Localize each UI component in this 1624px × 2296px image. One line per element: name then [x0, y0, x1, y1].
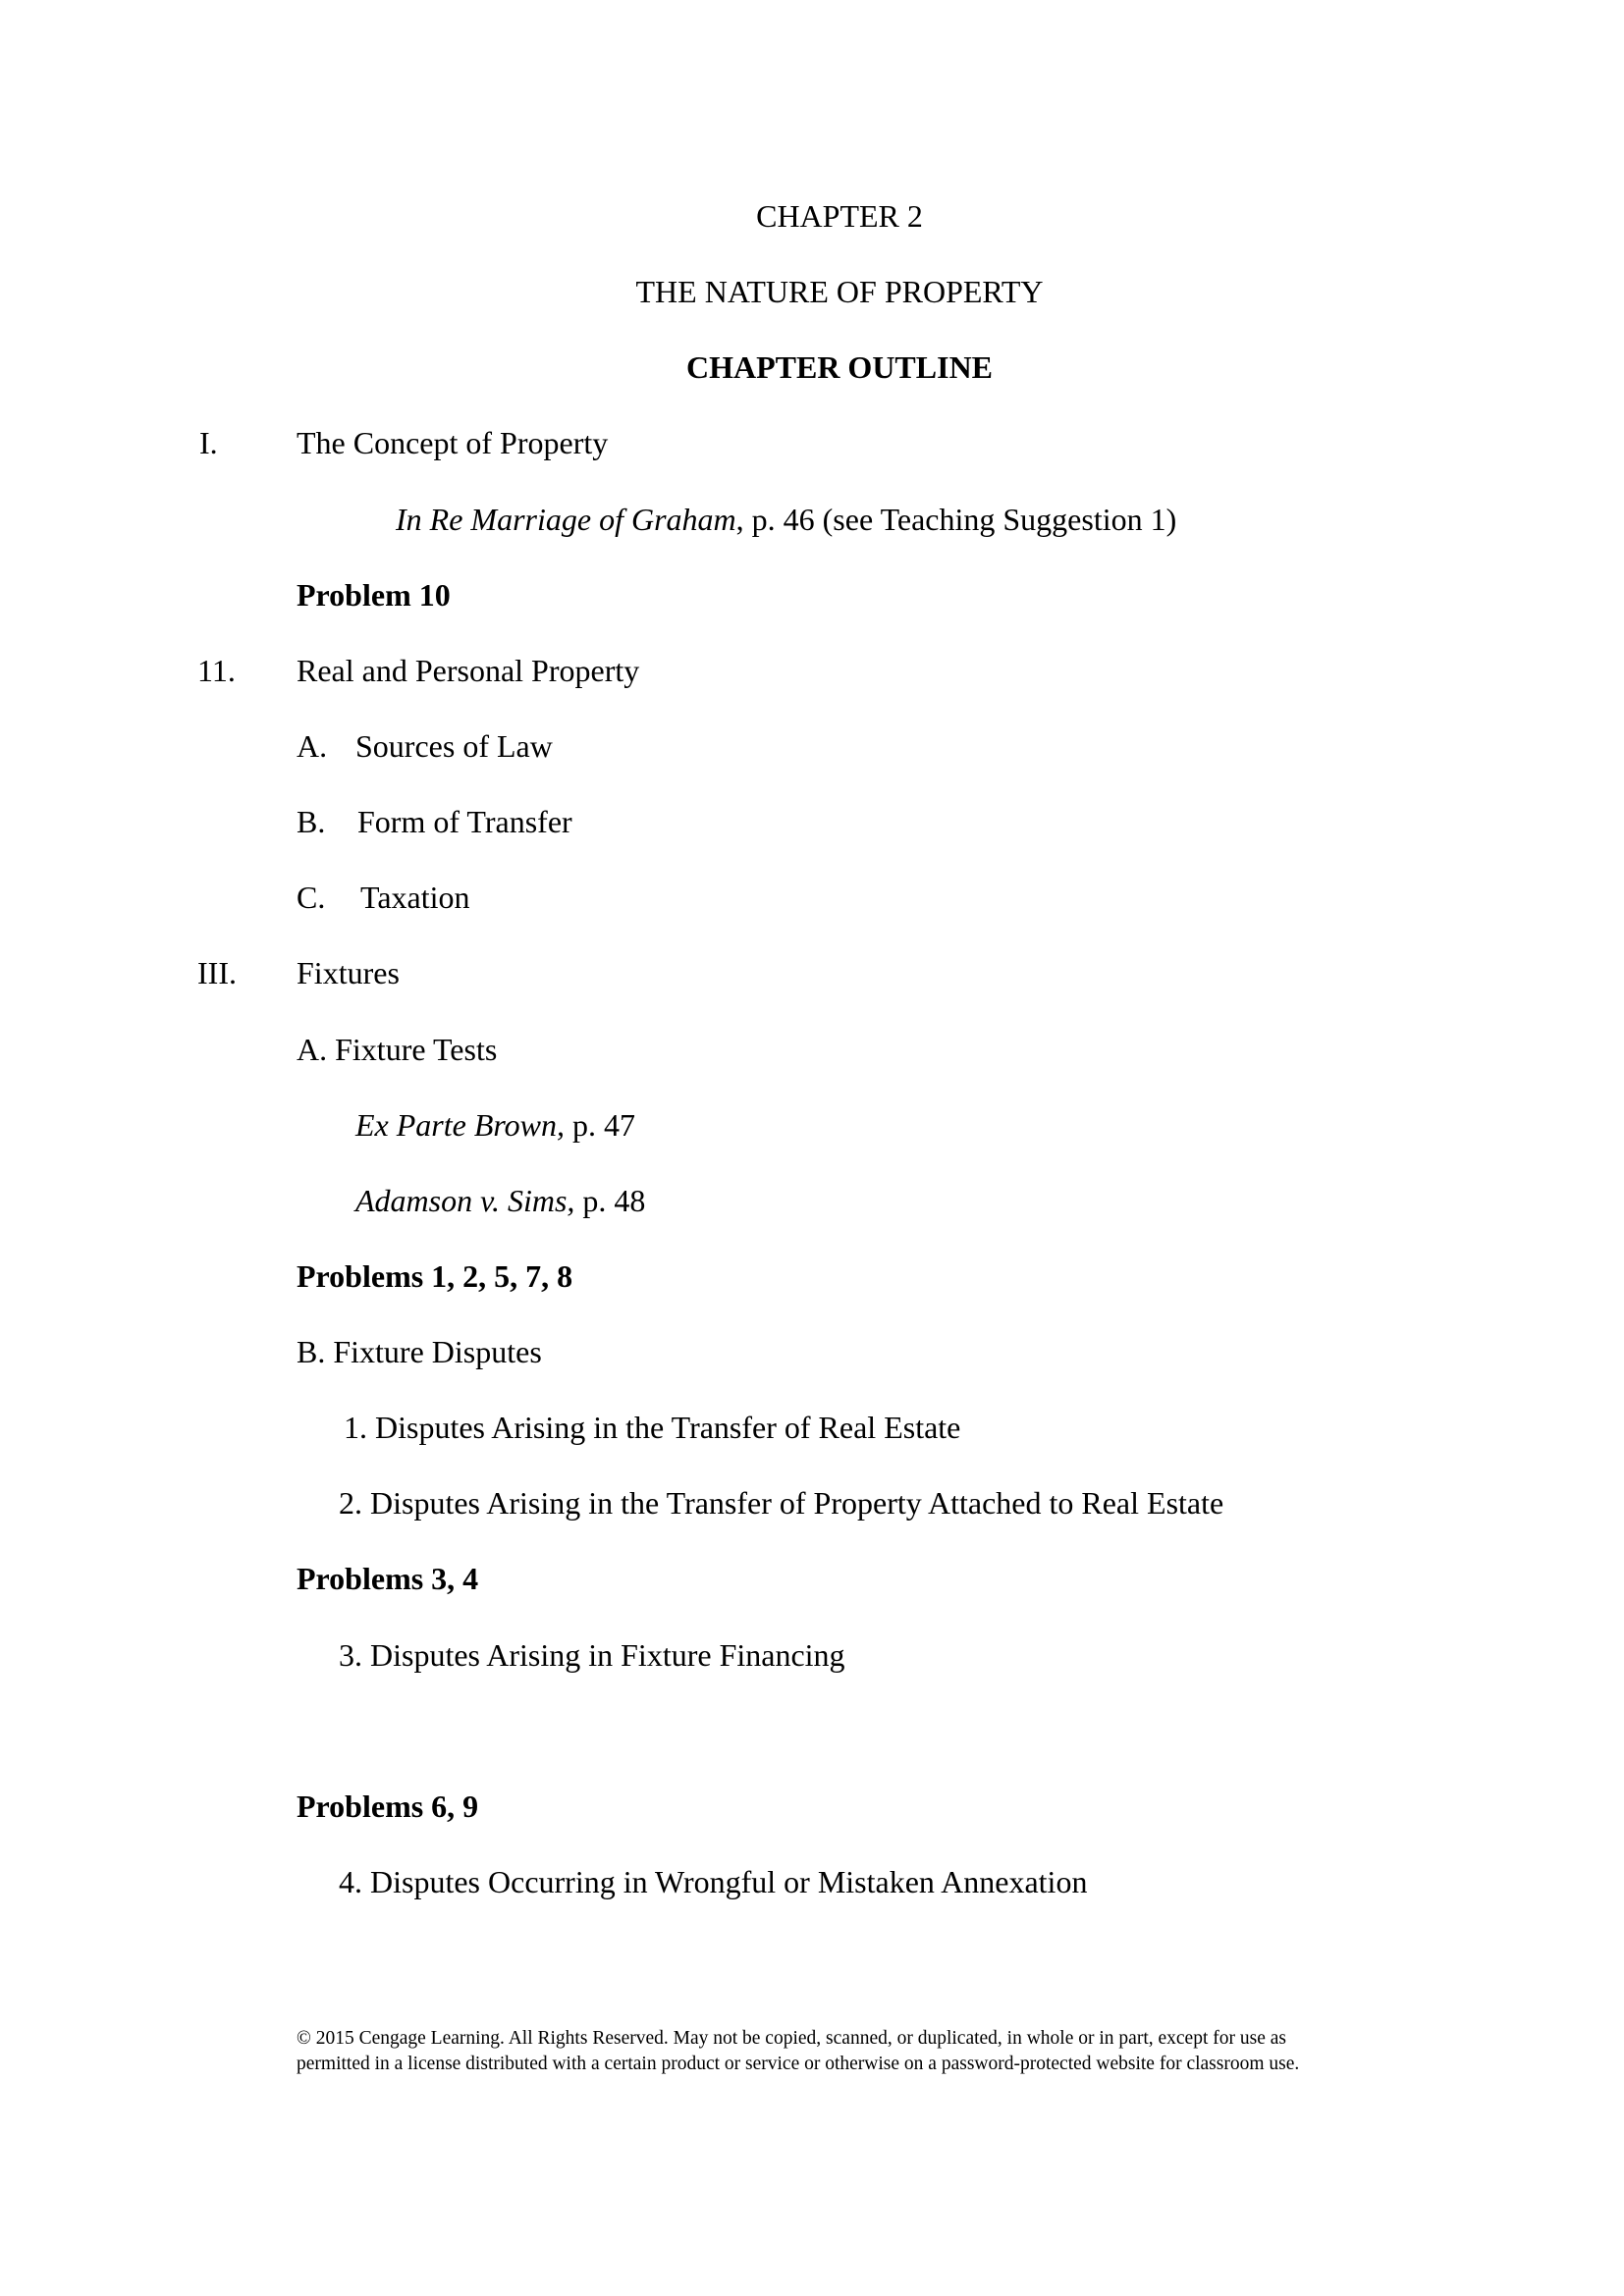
section-2-label: Real and Personal Property	[297, 653, 640, 688]
chapter-title: THE NATURE OF PROPERTY	[635, 274, 1044, 309]
chapter-number: CHAPTER 2	[756, 198, 923, 234]
case-citation	[355, 1105, 635, 1145]
subsection-label: Taxation	[360, 880, 470, 915]
copyright-line: © 2015 Cengage Learning. All Rights Reserved. May not be copied, scanned, or duplicated, in whole or in part, except for use as	[297, 2028, 1286, 2049]
copyright-footer	[297, 2026, 1299, 2077]
subsection-label: Sources of Law	[355, 728, 553, 764]
case-page-ref: , p. 46 (see Teaching Suggestion 1)	[735, 502, 1177, 537]
case-name: Adamson v. Sims,	[355, 1183, 575, 1218]
case-citation	[355, 1181, 645, 1220]
outline-item: 4. Disputes Occurring in Wrongful or Mistaken Annexation	[339, 1864, 1088, 1899]
outline-item: 2. Disputes Arising in the Transfer of Property Attached to Real Estate	[339, 1485, 1224, 1521]
outline-item: 1. Disputes Arising in the Transfer of Real Estate	[344, 1410, 961, 1445]
subsection-label: Form of Transfer	[357, 804, 572, 839]
section-2-number: 11.	[197, 653, 236, 688]
outline-heading: CHAPTER OUTLINE	[685, 349, 994, 385]
section-1-number: I.	[199, 425, 218, 460]
section-1-label: The Concept of Property	[297, 425, 609, 460]
problems-ref: Problems 3, 4	[297, 1561, 479, 1596]
outline-item: 3. Disputes Arising in Fixture Financing	[339, 1637, 845, 1673]
subsection-letter: C.	[297, 880, 326, 915]
case-citation	[396, 500, 1176, 539]
subsection-label: B. Fixture Disputes	[297, 1334, 542, 1369]
case-page-ref: p. 47	[565, 1107, 635, 1143]
section-3-label: Fixtures	[297, 955, 400, 990]
subsection-letter: B.	[297, 804, 326, 839]
subsection-label: A. Fixture Tests	[297, 1032, 498, 1067]
subsection-letter: A.	[297, 728, 328, 764]
case-name: Ex Parte Brown,	[355, 1107, 565, 1143]
copyright-line: permitted in a license distributed with a certain product or service or otherwise on a password-protected website for classroom use.	[297, 2054, 1300, 2074]
case-page-ref: p. 48	[574, 1183, 646, 1218]
problems-ref: Problem 10	[297, 577, 451, 613]
problems-ref: Problems 1, 2, 5, 7, 8	[297, 1258, 573, 1294]
problems-ref: Problems 6, 9	[297, 1789, 479, 1824]
section-3-number: III.	[197, 955, 237, 990]
case-name: In Re Marriage of Graham	[396, 502, 736, 537]
